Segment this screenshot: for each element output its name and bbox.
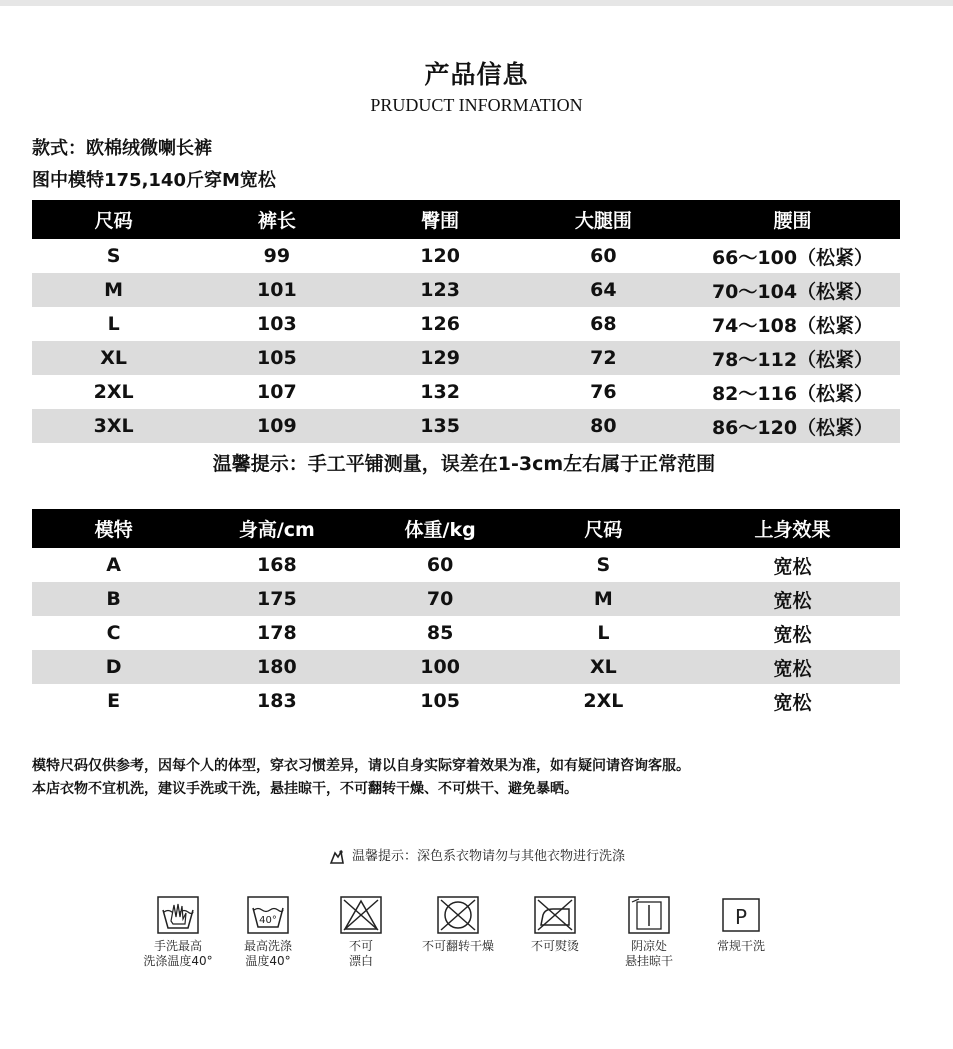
table-cell: 宽松	[685, 650, 900, 684]
table-cell: 129	[359, 341, 522, 375]
table-row	[32, 684, 900, 718]
table-cell: 168	[257, 554, 297, 576]
table-row	[32, 650, 900, 684]
model-col-fit: 上身效果	[685, 509, 900, 548]
table-cell: 60	[426, 554, 454, 576]
product-style: 款式：欧棉绒微喇长裤	[32, 138, 212, 159]
table-cell: C	[106, 622, 121, 644]
table-cell: 120	[420, 245, 460, 267]
table-cell: 68	[590, 313, 617, 335]
model-col-model: 模特	[32, 509, 195, 548]
table-cell: 135	[359, 409, 522, 443]
table-row	[32, 616, 900, 650]
wash-40-icon	[246, 895, 290, 935]
table-row	[32, 239, 900, 273]
size-col-waist: 腰围	[685, 200, 900, 239]
care-label: 常规干洗	[716, 939, 765, 953]
table-cell: 99	[263, 245, 291, 267]
table-cell: 80	[522, 409, 685, 443]
table-cell: XL	[522, 650, 685, 684]
table-cell: A	[106, 554, 121, 576]
table-cell: 66～100（松紧）	[711, 246, 874, 269]
table-cell: 60	[590, 245, 617, 267]
table-row	[32, 409, 900, 443]
model-table-header	[32, 509, 900, 548]
no-tumble-dry-icon	[436, 895, 480, 935]
dry-clean-icon	[719, 895, 763, 935]
table-cell: 82～116（松紧）	[711, 382, 874, 405]
care-label: 不可熨烫	[530, 939, 579, 953]
table-cell: 100	[359, 650, 522, 684]
page-subtitle: PRUDUCT INFORMATION	[370, 95, 583, 115]
size-table-header	[32, 200, 900, 239]
table-row	[32, 375, 900, 409]
table-cell: 101	[195, 273, 358, 307]
hand-wash-icon	[156, 895, 200, 935]
table-cell: 180	[195, 650, 358, 684]
care-item-no-iron	[512, 895, 598, 954]
table-cell: 3XL	[32, 409, 195, 443]
measurement-tip: 温馨提示：手工平铺测量，误差在1-3cm左右属于正常范围	[212, 453, 716, 475]
table-cell: 103	[257, 313, 297, 335]
size-col-length: 裤长	[195, 200, 358, 239]
size-table	[32, 200, 900, 443]
no-bleach-icon	[339, 895, 383, 935]
table-cell: 123	[359, 273, 522, 307]
table-cell: S	[596, 554, 611, 576]
table-cell: 74～108（松紧）	[711, 314, 874, 337]
care-label: 最高洗涤 温度40°	[243, 939, 292, 968]
care-label: 不可翻转干燥	[421, 939, 494, 953]
table-cell: 78～112（松紧）	[685, 341, 900, 375]
table-cell: 70～104（松紧）	[685, 273, 900, 307]
table-cell: 85	[426, 622, 454, 644]
wash-temp-mark: 40°	[259, 915, 277, 926]
dry-clean-mark: P	[734, 905, 748, 929]
table-row	[32, 341, 900, 375]
table-cell: S	[106, 245, 121, 267]
table-cell: 105	[195, 341, 358, 375]
table-row	[32, 548, 900, 582]
table-cell: 宽松	[685, 582, 900, 616]
size-col-hip: 臀围	[359, 200, 522, 239]
model-table	[32, 509, 900, 718]
table-cell: B	[32, 582, 195, 616]
table-cell: 72	[522, 341, 685, 375]
table-cell: 178	[257, 622, 297, 644]
care-instruction-note: 本店衣物不宜机洗，建议手洗或干洗，悬挂晾干，不可翻转干燥、不可烘干、避免暴晒。	[32, 781, 578, 797]
table-cell: 175	[195, 582, 358, 616]
care-item-dry-clean	[698, 895, 784, 954]
table-cell: 宽松	[773, 623, 812, 646]
table-cell: 107	[257, 381, 297, 403]
washing-hand-icon	[328, 848, 346, 866]
care-label: 不可 漂白	[348, 939, 373, 968]
table-row	[32, 273, 900, 307]
table-cell: 2XL	[93, 381, 134, 403]
table-cell: 105	[420, 690, 460, 712]
care-item-shade-dry	[606, 895, 692, 969]
wash-tip	[0, 845, 953, 866]
care-item-wash-40	[225, 895, 311, 969]
table-cell: M	[522, 582, 685, 616]
shade-dry-icon	[627, 895, 671, 935]
size-reference-note: 模特尺码仅供参考，因每个人的体型，穿衣习惯差异，请以自身实际穿着效果为准，如有疑问请咨询客服。	[32, 758, 690, 774]
table-cell: 132	[420, 381, 460, 403]
table-row	[32, 307, 900, 341]
table-cell: L	[107, 313, 120, 335]
wash-tip-text: 温馨提示：深色系衣物请勿与其他衣物进行洗涤	[351, 849, 625, 864]
table-cell: XL	[32, 341, 195, 375]
size-col-thigh: 大腿围	[522, 200, 685, 239]
model-col-size: 尺码	[522, 509, 685, 548]
care-item-hand-wash	[135, 895, 221, 969]
table-row	[32, 582, 900, 616]
table-cell: 64	[522, 273, 685, 307]
model-col-height: 身高/cm	[195, 509, 358, 548]
table-cell: 109	[195, 409, 358, 443]
table-cell: L	[597, 622, 610, 644]
table-cell: 86～120（松紧）	[685, 409, 900, 443]
care-item-no-bleach	[318, 895, 404, 969]
care-label: 阴凉处 悬挂晾干	[624, 939, 673, 968]
top-divider	[0, 0, 953, 6]
model-fit-note: 图中模特175,140斤穿M宽松	[32, 170, 276, 191]
care-label: 手洗最高 洗涤温度40°	[143, 939, 213, 968]
care-item-no-tumble-dry	[415, 895, 501, 954]
table-cell: 183	[257, 690, 297, 712]
table-cell: 126	[420, 313, 460, 335]
table-cell: 宽松	[773, 555, 812, 578]
model-col-weight: 体重/kg	[359, 509, 522, 548]
table-cell: E	[107, 690, 121, 712]
table-cell: 宽松	[773, 691, 812, 714]
no-iron-icon	[533, 895, 577, 935]
size-col-size: 尺码	[32, 200, 195, 239]
page-title: 产品信息	[424, 60, 529, 89]
table-cell: 76	[590, 381, 617, 403]
table-cell: M	[32, 273, 195, 307]
table-cell: 70	[359, 582, 522, 616]
table-cell: D	[32, 650, 195, 684]
table-cell: 2XL	[583, 690, 624, 712]
